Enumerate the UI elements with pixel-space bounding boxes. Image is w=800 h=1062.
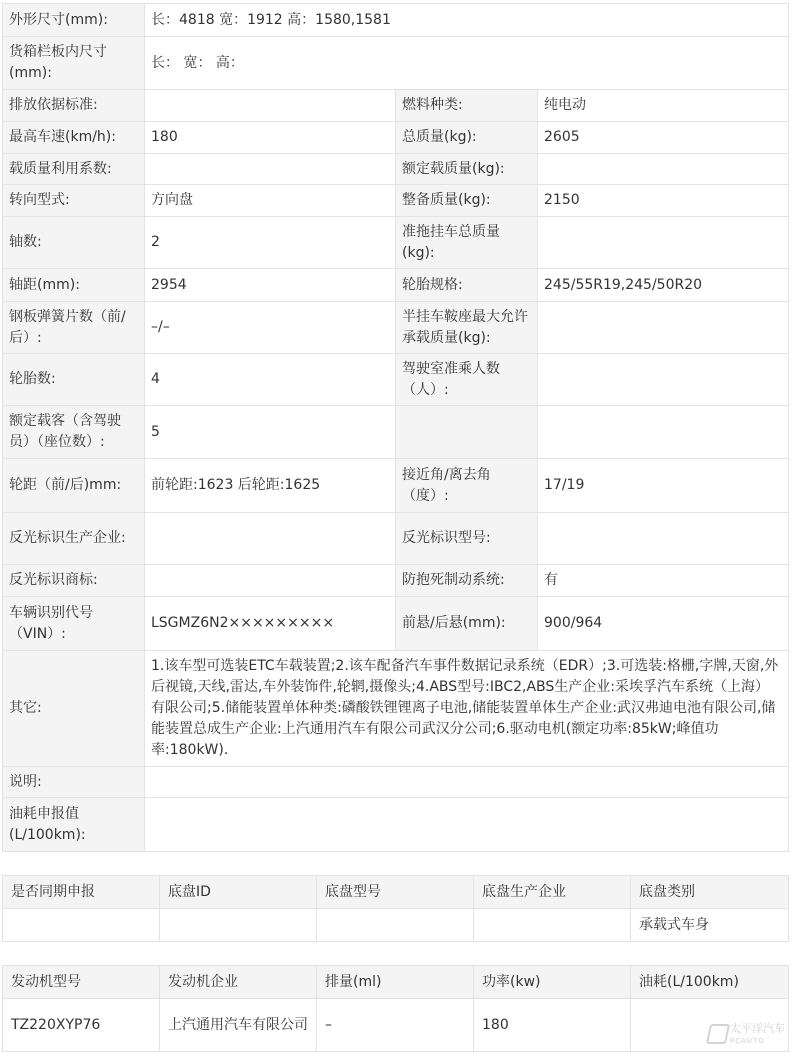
chassis-data-row [3,909,789,942]
spec-value: 方向盘 [145,185,396,217]
spec-row [3,90,789,122]
spec-row [3,406,789,459]
spec-value [145,154,396,185]
spec-value: 900/964 [538,597,789,651]
spec-value [538,406,789,459]
spec-label: 钢板弹簧片数（前/后）: [3,302,145,354]
spec-label: 驾驶室准乘人数（人）: [396,354,538,406]
dimensions-label: 外形尺寸(mm): [3,4,145,37]
spec-row [3,302,789,354]
spec-label: 准拖挂车总质量(kg): [396,217,538,269]
spec-label: 轮胎数: [3,354,145,406]
spec-row [3,122,789,154]
engine-header: 排量(ml) [317,966,474,999]
spec-label: 半挂车鞍座最大允许承载质量(kg): [396,302,538,354]
spec-row [3,154,789,185]
spec-label: 额定载质量(kg): [396,154,538,185]
chassis-cell [317,909,474,942]
chassis-header: 底盘型号 [317,876,474,909]
watermark-text: 太平洋汽车 [730,1022,785,1035]
spec-value: LSGMZ6N2××××××××× [145,597,396,651]
engine-header: 发动机企业 [160,966,317,999]
spec-label: 载质量利用系数: [3,154,145,185]
spec-value [538,217,789,269]
spec-label: 反光标识生产企业: [3,513,145,565]
engine-data-row [3,999,789,1052]
spec-value: 180 [145,122,396,154]
dimensions-value: 长：4818 宽：1912 高：1580,1581 [145,4,789,37]
spec-row [3,217,789,269]
spec-value: 2605 [538,122,789,154]
spec-row [3,269,789,302]
chassis-cell [160,909,317,942]
spec-row [3,597,789,651]
cargo-box-value: 长： 宽： 高： [145,37,789,90]
spec-row [3,565,789,597]
spec-label: 轴数: [3,217,145,269]
spec-label: 燃料种类: [396,90,538,122]
spec-row [3,185,789,217]
other-value: 1.该车型可选装ETC车载装置;2.该车配备汽车事件数据记录系统（EDR）;3.可选装:格栅,字牌,天窗,外后视镜,天线,雷达,车外装饰件,轮辋,摄像头;4.ABS型号:IBC2,ABS生产企业:采埃孚汽车系统（上海）有限公司;5.储能装置单体种类:磷酸铁锂锂离子电池,储能装置单体生产企业:武汉弗迪电池有限公司,储能装置总成生产企业:上汽通用汽车有限公司武汉分公司;6.驱动电机(额定功率:85kW;峰值功率:180kW). [145,651,789,767]
spec-value: 前轮距:1623 后轮距:1625 [145,459,396,513]
engine-header: 油耗(L/100km) [631,966,789,999]
spec-value: 2 [145,217,396,269]
spec-row-note [3,767,789,798]
fuel-label: 油耗申报值(L/100km): [3,798,145,852]
note-label: 说明: [3,767,145,798]
spec-label: 额定载客（含驾驶员）（座位数）: [3,406,145,459]
spec-label: 轮距（前/后)mm: [3,459,145,513]
spec-row [3,354,789,406]
chassis-header: 是否同期申报 [3,876,160,909]
spec-row-cargo-box [3,37,789,90]
chassis-header: 底盘生产企业 [474,876,631,909]
spec-label: 排放依据标准: [3,90,145,122]
spec-label: 防抱死制动系统: [396,565,538,597]
note-value [145,767,789,798]
chassis-header: 底盘ID [160,876,317,909]
engine-cell: 180 [474,999,631,1052]
spec-row-fuel [3,798,789,852]
engine-cell: 上汽通用汽车有限公司 [160,999,317,1052]
spec-value: 4 [145,354,396,406]
engine-table [2,965,789,1052]
spec-label [396,406,538,459]
spec-value [538,302,789,354]
chassis-cell [474,909,631,942]
spec-value: 17/19 [538,459,789,513]
engine-cell: – [317,999,474,1052]
spec-label: 总质量(kg): [396,122,538,154]
chassis-header-row [3,876,789,909]
spec-value [538,154,789,185]
spec-value: –/– [145,302,396,354]
pcauto-watermark [708,1022,794,1048]
other-label: 其它: [3,651,145,767]
fuel-value [145,798,789,852]
spec-value: 有 [538,565,789,597]
spec-label: 反光标识型号: [396,513,538,565]
spec-value: 5 [145,406,396,459]
spec-label: 轮胎规格: [396,269,538,302]
spec-row [3,459,789,513]
watermark-subtext: PCAUTO [730,1037,765,1045]
spec-value [538,354,789,406]
spec-label: 接近角/离去角（度）: [396,459,538,513]
spec-value: 2150 [538,185,789,217]
spec-value: 2954 [145,269,396,302]
spec-value [145,565,396,597]
spec-row [3,513,789,565]
chassis-header: 底盘类别 [631,876,789,909]
spec-label: 轴距(mm): [3,269,145,302]
spec-value: 纯电动 [538,90,789,122]
spec-row-other [3,651,789,767]
engine-cell: TZ220XYP76 [3,999,160,1052]
vehicle-spec-table [2,3,789,852]
spec-label: 整备质量(kg): [396,185,538,217]
spec-value: 245/55R19,245/50R20 [538,269,789,302]
spec-value [538,513,789,565]
spec-label: 转向型式: [3,185,145,217]
spec-label: 前悬/后悬(mm): [396,597,538,651]
spec-label: 最高车速(km/h): [3,122,145,154]
cargo-box-label: 货箱栏板内尺寸(mm): [3,37,145,90]
chassis-table [2,875,789,942]
spec-value [145,90,396,122]
engine-header: 发动机型号 [3,966,160,999]
chassis-cell [3,909,160,942]
chassis-cell: 承载式车身 [631,909,789,942]
pcauto-logo-icon [706,1024,730,1044]
spec-label: 反光标识商标: [3,565,145,597]
spec-row-dimensions [3,4,789,37]
spec-label: 车辆识别代号（VIN）: [3,597,145,651]
spec-value [145,513,396,565]
engine-header-row [3,966,789,999]
engine-header: 功率(kw) [474,966,631,999]
